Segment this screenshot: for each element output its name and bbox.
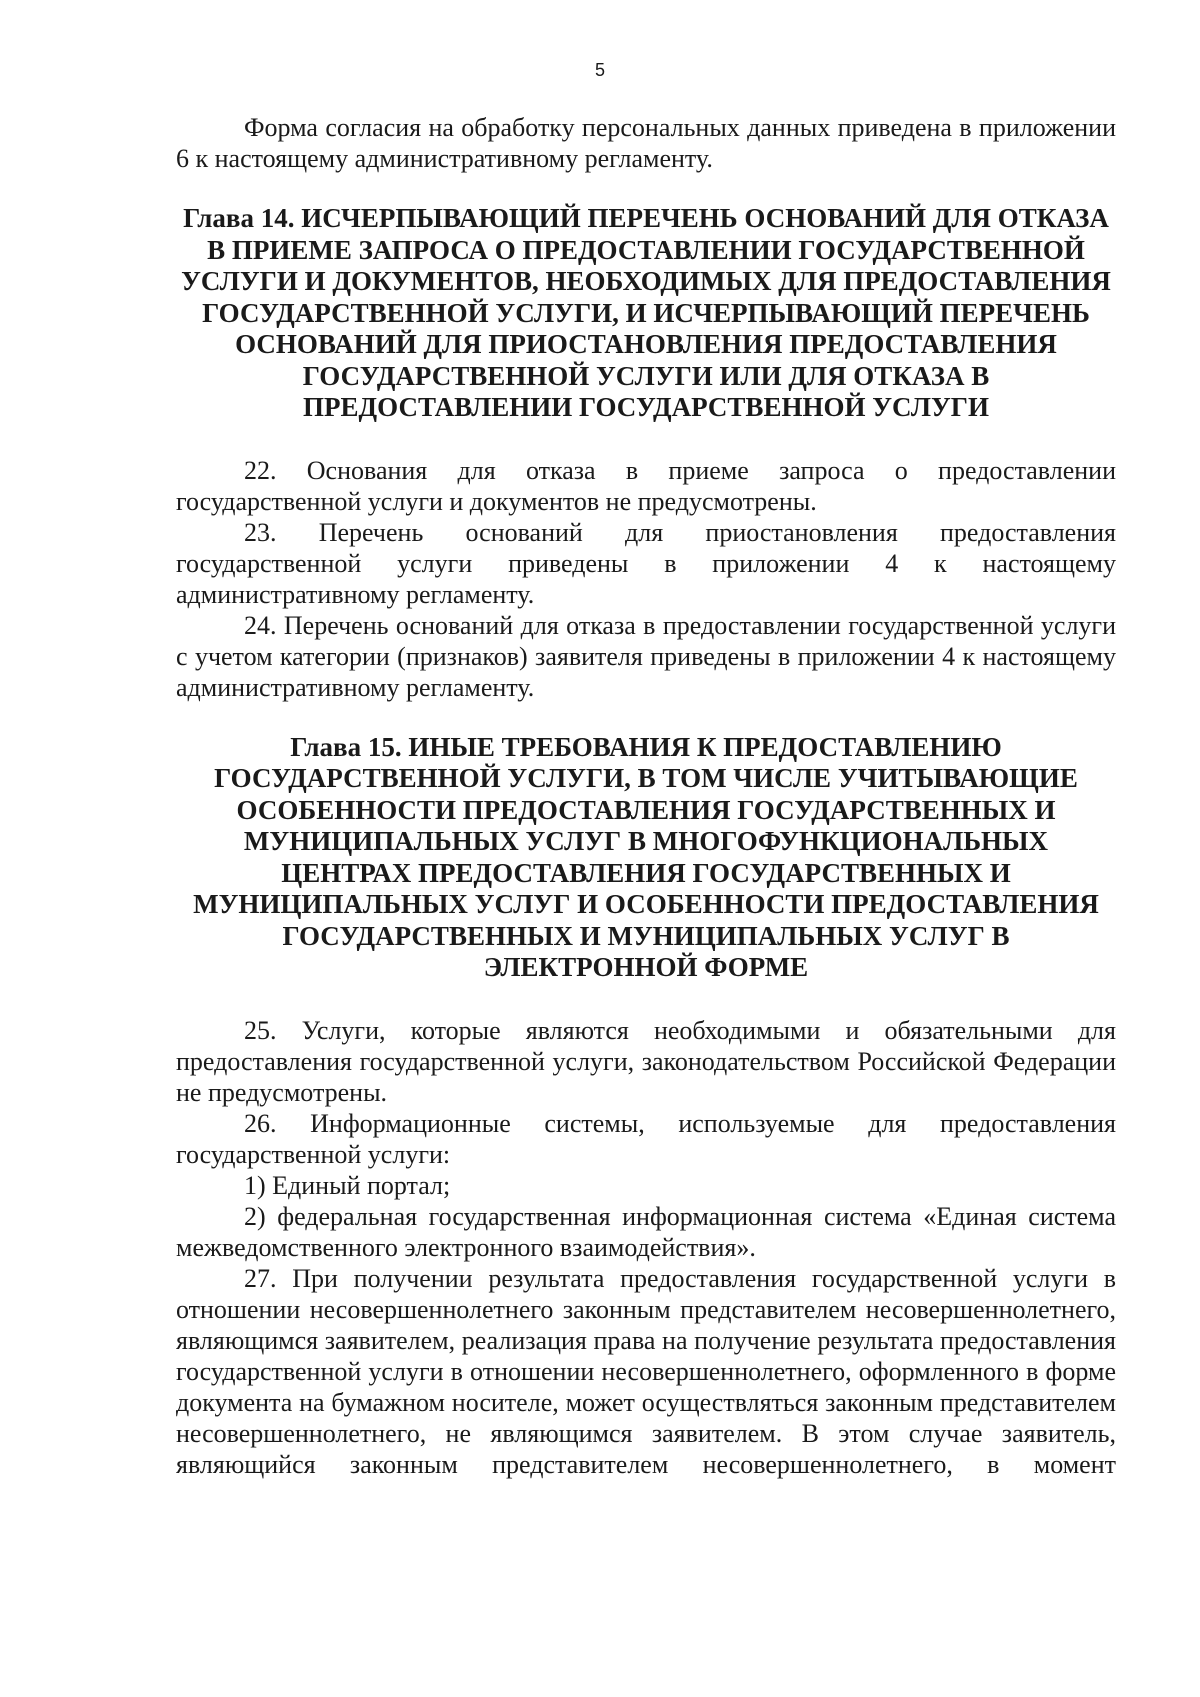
- chapter-14-heading: Глава 14. ИСЧЕРПЫВАЮЩИЙ ПЕРЕЧЕНЬ ОСНОВАНИЙ ДЛЯ ОТКАЗА В ПРИЕМЕ ЗАПРОСА О ПРЕДОСТАВЛЕНИИ ГОСУДАРСТВЕННОЙ УСЛУГИ И ДОКУМЕНТОВ, НЕОБХОДИМЫХ ДЛЯ ПРЕДОСТАВЛЕНИЯ ГОСУДАРСТВЕННОЙ УСЛУГИ, И ИСЧЕРПЫВАЮЩИЙ ПЕРЕЧЕНЬ ОСНОВАНИЙ ДЛЯ ПРИОСТАНОВЛЕНИЯ ПРЕДОСТАВЛЕНИЯ ГОСУДАРСТВЕННОЙ УСЛУГИ ИЛИ ДЛЯ ОТКАЗА В ПРЕДОСТАВЛЕНИИ ГОСУДАРСТВЕННОЙ УСЛУГИ: [181, 203, 1111, 422]
- list-item-2: 2) федеральная государственная информационная система «Единая система межведомственного электронного взаимодействия».: [176, 1201, 1116, 1262]
- paragraph-24: 24. Перечень оснований для отказа в предоставлении государственной услуги с учетом категории (признаков) заявителя приведены в приложении 4 к настоящему административному регламенту.: [176, 610, 1116, 702]
- page-number: 5: [594, 60, 605, 80]
- paragraph-26: 26. Информационные системы, используемые для предоставления государственной услуги:: [176, 1108, 1116, 1169]
- paragraph-22: 22. Основания для отказа в приеме запроса о предоставлении государственной услуги и документов не предусмотрены.: [176, 455, 1116, 516]
- document-body: [176, 112, 1116, 1480]
- intro-paragraph: Форма согласия на обработку персональных данных приведена в приложении 6 к настоящему административному регламенту.: [176, 113, 1116, 173]
- paragraph-25: 25. Услуги, которые являются необходимыми и обязательными для предоставления государственной услуги, законодательством Российской Федерации не предусмотрены.: [176, 1015, 1116, 1107]
- chapter-15-heading: Глава 15. ИНЫЕ ТРЕБОВАНИЯ К ПРЕДОСТАВЛЕНИЮ ГОСУДАРСТВЕННОЙ УСЛУГИ, В ТОМ ЧИСЛЕ УЧИТЫВАЮЩИЕ ОСОБЕННОСТИ ПРЕДОСТАВЛЕНИЯ ГОСУДАРСТВЕННЫХ И МУНИЦИПАЛЬНЫХ УСЛУГ В МНОГОФУНКЦИОНАЛЬНЫХ ЦЕНТРАХ ПРЕДОСТАВЛЕНИЯ ГОСУДАРСТВЕННЫХ И МУНИЦИПАЛЬНЫХ УСЛУГ И ОСОБЕННОСТИ ПРЕДОСТАВЛЕНИЯ ГОСУДАРСТВЕННЫХ И МУНИЦИПАЛЬНЫХ УСЛУГ В ЭЛЕКТРОННОЙ ФОРМЕ: [193, 731, 1099, 982]
- paragraph-23: 23. Перечень оснований для приостановления предоставления государственной услуги приведены в приложении 4 к настоящему административному регламенту.: [176, 517, 1116, 609]
- chapter-15-body: [176, 1015, 1116, 1480]
- list-item-1: 1) Единый портал;: [244, 1170, 451, 1200]
- paragraph-27: 27. При получении результата предоставления государственной услуги в отношении несовершеннолетнего законным представителем несовершеннолетнего, являющимся заявителем, реализация права на получение результата предоставления государственной услуги в отношении несовершеннолетнего, оформленного в форме документа на бумажном носителе, может осуществляться законным представителем несовершеннолетнего, не являющимся заявителем. В этом случае заявитель, являющийся законным представителем несовершеннолетнего, в момент: [176, 1263, 1116, 1479]
- chapter-14-body: [176, 455, 1116, 703]
